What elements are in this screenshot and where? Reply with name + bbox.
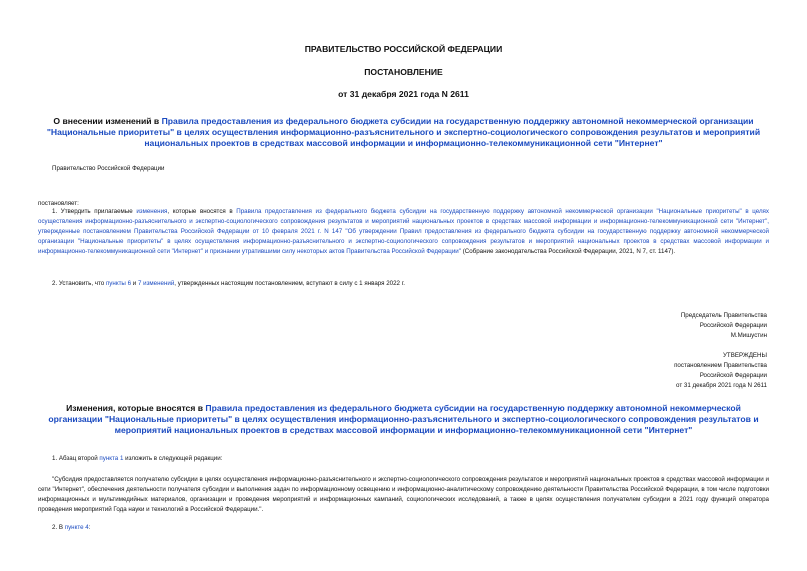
resolves-text: постановляет: <box>38 200 79 207</box>
c2-point4-link[interactable]: пункте 4 <box>64 524 89 531</box>
approval-stamp <box>674 351 767 391</box>
issuer-text: Правительство Российской Федерации <box>52 165 165 172</box>
paragraph-1 <box>38 207 769 257</box>
c1-point1-link[interactable]: пункта 1 <box>99 455 124 462</box>
change-2 <box>52 524 90 531</box>
signature-government: Российской Федерации <box>699 322 767 329</box>
p1-text-a: 1. Утвердить прилагаемые <box>52 208 137 215</box>
p1-rules-link[interactable]: Правила предоставления из федерального бюджета субсидии на государственную поддержку автономной некоммерческой организации "Национальные приоритеты" в целях осуществления информационно-разъяснительного и экспертно-социологического сопровождения результатов и мероприятий национальных проектов в средствах массовой информации и информационно-телекоммуникационной сети "Интернет", утвержденные постановлением Правительства Российской Федерации от 10 февраля 2021 г. N 147 "Об утверждении Правил предоставления из федерального бюджета субсидии на государственную поддержку автономной некоммерческой организации "Национальные приоритеты" в целях осуществления информационно-разъяснительного и экспертно-социологического сопровождения результатов и мероприятий национальных проектов в средствах массовой информации и информационно-телекоммуникационной сети "Интернет" и признании утратившими силу некоторых актов Правительства Российской Федерации" <box>38 208 770 255</box>
approval-line-2: постановлением Правительства <box>674 362 767 369</box>
document-title <box>38 116 769 149</box>
date-number-heading: от 31 декабря 2021 года N 2611 <box>338 89 469 99</box>
title-rules-link[interactable]: Правила предоставления из федерального бюджета субсидии на государственную поддержку автономной некоммерческой организации "Национальные приоритеты" в целях осуществления информационно-разъяснительного и экспертно-социологического сопровождения результатов и мероприятий национальных проектов в средствах массовой информации и информационно-телекоммуникационной сети "Интернет" <box>46 116 761 148</box>
c2-text-a: 2. В <box>52 524 65 531</box>
signature-block <box>681 311 767 341</box>
document-type-heading: ПОСТАНОВЛЕНИЕ <box>364 67 443 77</box>
changes-title-rules-link[interactable]: Правила предоставления из федерального бюджета субсидии на государственную поддержку автономной некоммерческой организации "Национальные приоритеты" в целях осуществления информационно-разъяснительного и экспертно-социологического сопровождения результатов и мероприятий национальных проектов в средствах массовой информации и информационно-телекоммуникационной сети "Интернет" <box>48 403 759 435</box>
c2-text-b: : <box>88 524 91 531</box>
paragraph-2 <box>52 280 405 287</box>
changes-title <box>38 403 769 436</box>
approval-line-4: от 31 декабря 2021 года N 2611 <box>676 382 767 389</box>
signature-position: Председатель Правительства <box>680 312 767 319</box>
p1-changes-link[interactable]: изменения <box>136 208 168 215</box>
p1-text-b: , которые вносятся в <box>167 208 237 215</box>
p1-text-c: (Собрание законодательства Российской Федерации, 2021, N 7, ст. 1147). <box>460 248 676 255</box>
c1-text-a: 1. Абзац второй <box>52 455 100 462</box>
changes-title-prefix: Изменения, которые вносятся в <box>66 403 206 413</box>
approval-line-3: Российской Федерации <box>699 372 767 379</box>
change-1 <box>52 455 222 462</box>
signature-name: М.Мишустин <box>730 332 767 339</box>
p2-text-c: , утвержденных настоящим постановлением, вступают в силу с 1 января 2022 г. <box>174 280 405 287</box>
quoted-paragraph: "Субсидия предоставляется получателю субсидии в целях осуществления информационно-разъяснительного и экспертно-социологического сопровождения результатов и мероприятий национальных проектов в средствах массовой информации и сети "Интернет", обеспечения деятельности получателя субсидии и выполнения задач по информационному освещению и информационно-аналитическому сопровождению деятельности Правительства Российской Федерации, в том числе подготовки информационных и мультимедийных материалов, организации и проведения мероприятий и информационных кампаний, социологических исследований, а также в целях осуществления получателем субсидии в 2021 году функций оператора проведения мероприятий Года науки и технологий в Российской Федерации.". <box>38 476 769 513</box>
c1-text-b: изложить в следующей редакции: <box>123 455 223 462</box>
p2-point7-link[interactable]: 7 изменений <box>137 280 175 287</box>
p2-point6-link[interactable]: пункты 6 <box>105 280 132 287</box>
title-prefix: О внесении изменений в <box>53 116 162 126</box>
approval-line-1: УТВЕРЖДЕНЫ <box>723 352 767 359</box>
government-heading: ПРАВИТЕЛЬСТВО РОССИЙСКОЙ ФЕДЕРАЦИИ <box>304 44 503 54</box>
p2-text-a: 2. Установить, что <box>52 280 106 287</box>
p2-text-b: и <box>131 280 138 287</box>
